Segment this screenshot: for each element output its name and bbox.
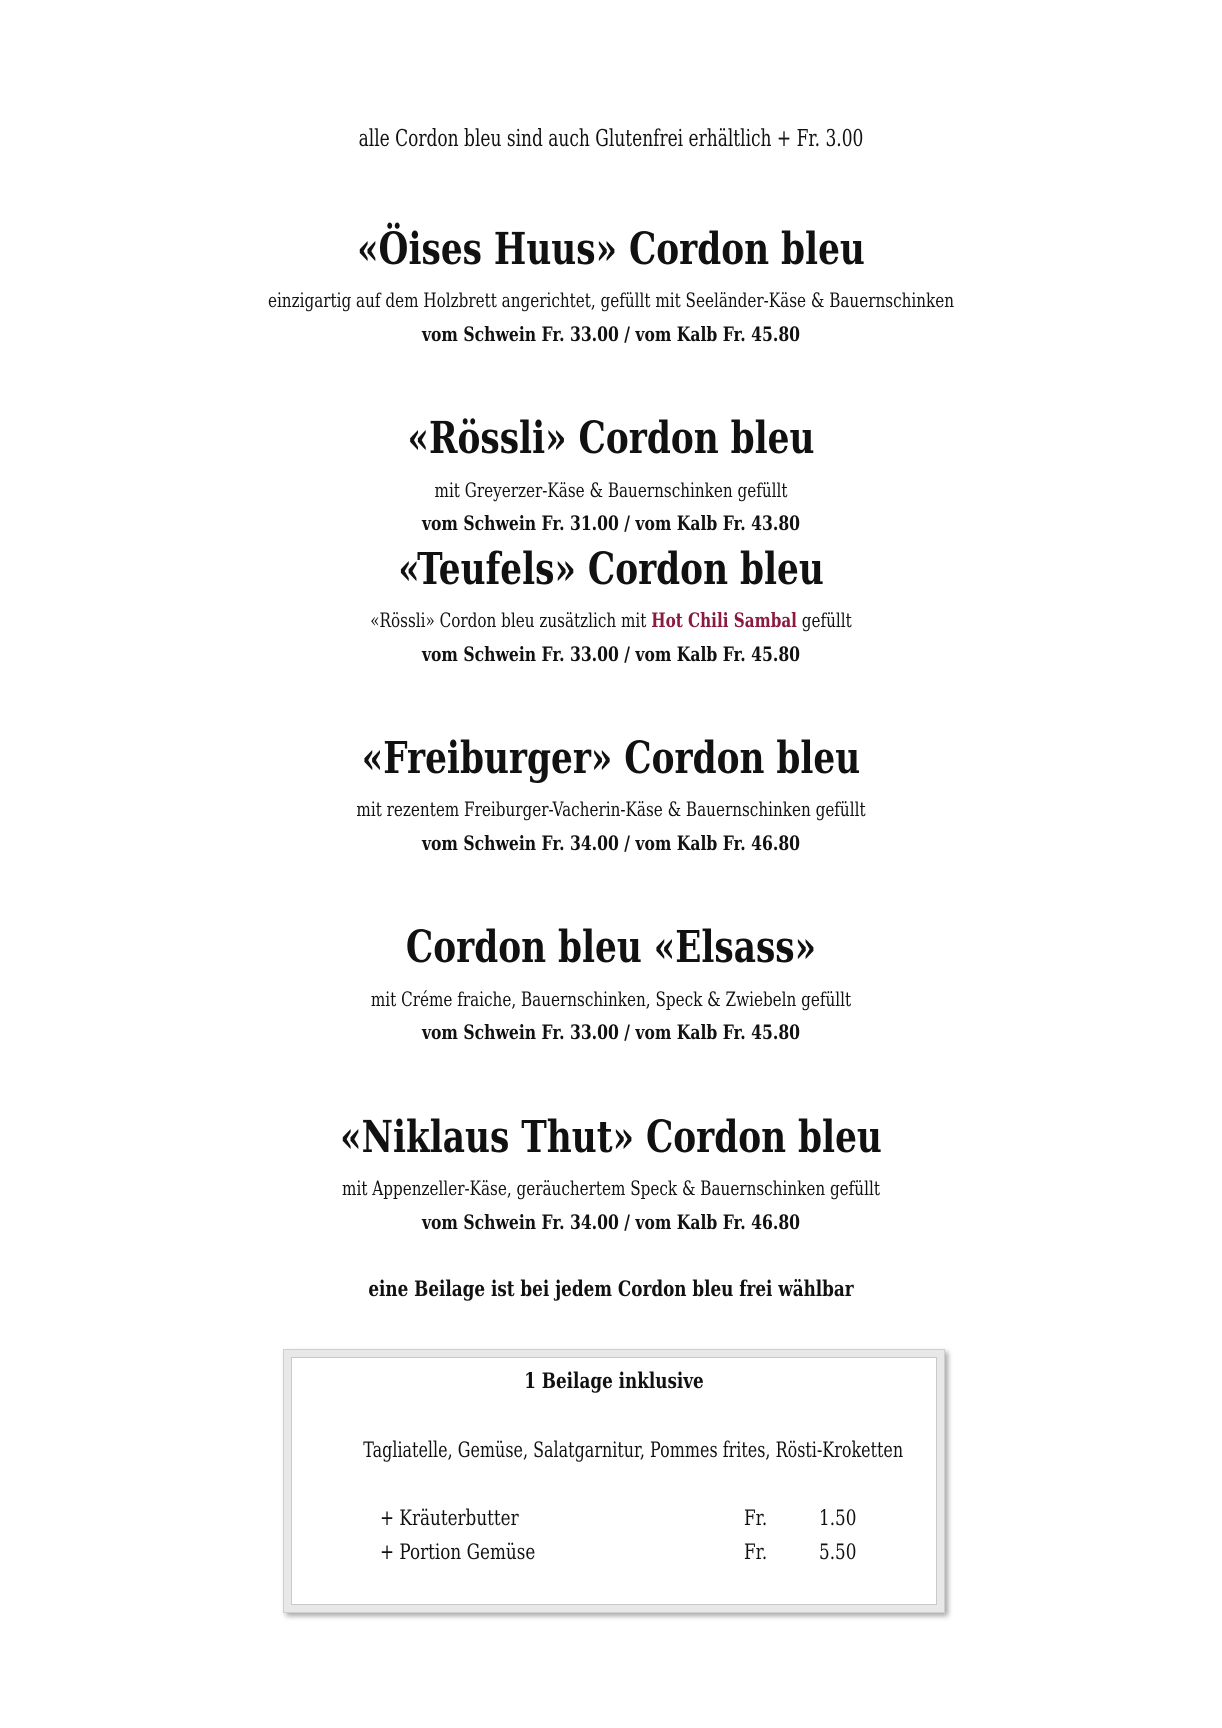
item-desc-roessli: mit Greyerzer-Käse & Bauernschinken gefüllt [434, 478, 788, 502]
item-desc-freiburger: mit rezentem Freiburger-Vacherin-Käse & Bauernschinken gefüllt [356, 797, 866, 821]
extra-amount: 1.50 [819, 1506, 857, 1530]
item-desc-niklaus-thut: mit Appenzeller-Käse, geräuchertem Speck & Bauernschinken gefüllt [342, 1176, 880, 1200]
item-price-niklaus-thut: vom Schwein Fr. 34.00 / vom Kalb Fr. 46.80 [421, 1210, 801, 1234]
hot-chili-highlight: Hot Chili Sambal [651, 608, 797, 632]
item-desc-teufels [147, 608, 1076, 632]
item-price-roessli: vom Schwein Fr. 31.00 / vom Kalb Fr. 43.80 [421, 511, 801, 535]
item-title-teufels: «Teufels» Cordon bleu [398, 544, 824, 595]
side-dish-list: Tagliatelle, Gemüse, Salatgarnitur, Pommes frites, Rösti-Kroketten [363, 1438, 904, 1462]
item-desc-elsass: mit Créme fraiche, Bauernschinken, Speck & Zwiebeln gefüllt [370, 987, 852, 1011]
item-price-elsass: vom Schwein Fr. 33.00 / vom Kalb Fr. 45.80 [421, 1020, 801, 1044]
extra-currency: Fr. [744, 1506, 768, 1530]
extra-name: + Portion Gemüse [380, 1540, 536, 1564]
extra-row [284, 1506, 944, 1536]
extra-currency: Fr. [744, 1540, 768, 1564]
extra-amount: 5.50 [819, 1540, 857, 1564]
gluten-free-note: alle Cordon bleu sind auch Glutenfrei erhältlich + Fr. 3.00 [358, 126, 864, 152]
extra-row [284, 1540, 944, 1570]
item-title-niklaus-thut: «Niklaus Thut» Cordon bleu [340, 1112, 882, 1163]
item-price-oises-huus: vom Schwein Fr. 33.00 / vom Kalb Fr. 45.80 [421, 322, 801, 346]
side-dish-box [283, 1349, 945, 1613]
item-title-roessli: «Rössli» Cordon bleu [407, 413, 815, 464]
item-price-teufels: vom Schwein Fr. 33.00 / vom Kalb Fr. 45.80 [421, 642, 801, 666]
item-desc-teufels-pre: «Rössli» Cordon bleu zusätzlich mit [370, 608, 652, 632]
item-title-freiburger: «Freiburger» Cordon bleu [361, 733, 861, 784]
side-dish-note: eine Beilage ist bei jedem Cordon bleu frei wählbar [368, 1276, 854, 1301]
item-desc-teufels-post: gefüllt [796, 608, 852, 632]
side-dish-box-title: 1 Beilage inklusive [524, 1368, 704, 1393]
item-price-freiburger: vom Schwein Fr. 34.00 / vom Kalb Fr. 46.80 [421, 831, 801, 855]
item-title-oises-huus: «Öises Huus» Cordon bleu [357, 224, 865, 275]
item-desc-oises-huus: einzigartig auf dem Holzbrett angerichtet, gefüllt mit Seeländer-Käse & Bauernschinken [267, 288, 955, 312]
extra-name: + Kräuterbutter [380, 1506, 519, 1530]
item-title-elsass: Cordon bleu «Elsass» [405, 922, 817, 973]
